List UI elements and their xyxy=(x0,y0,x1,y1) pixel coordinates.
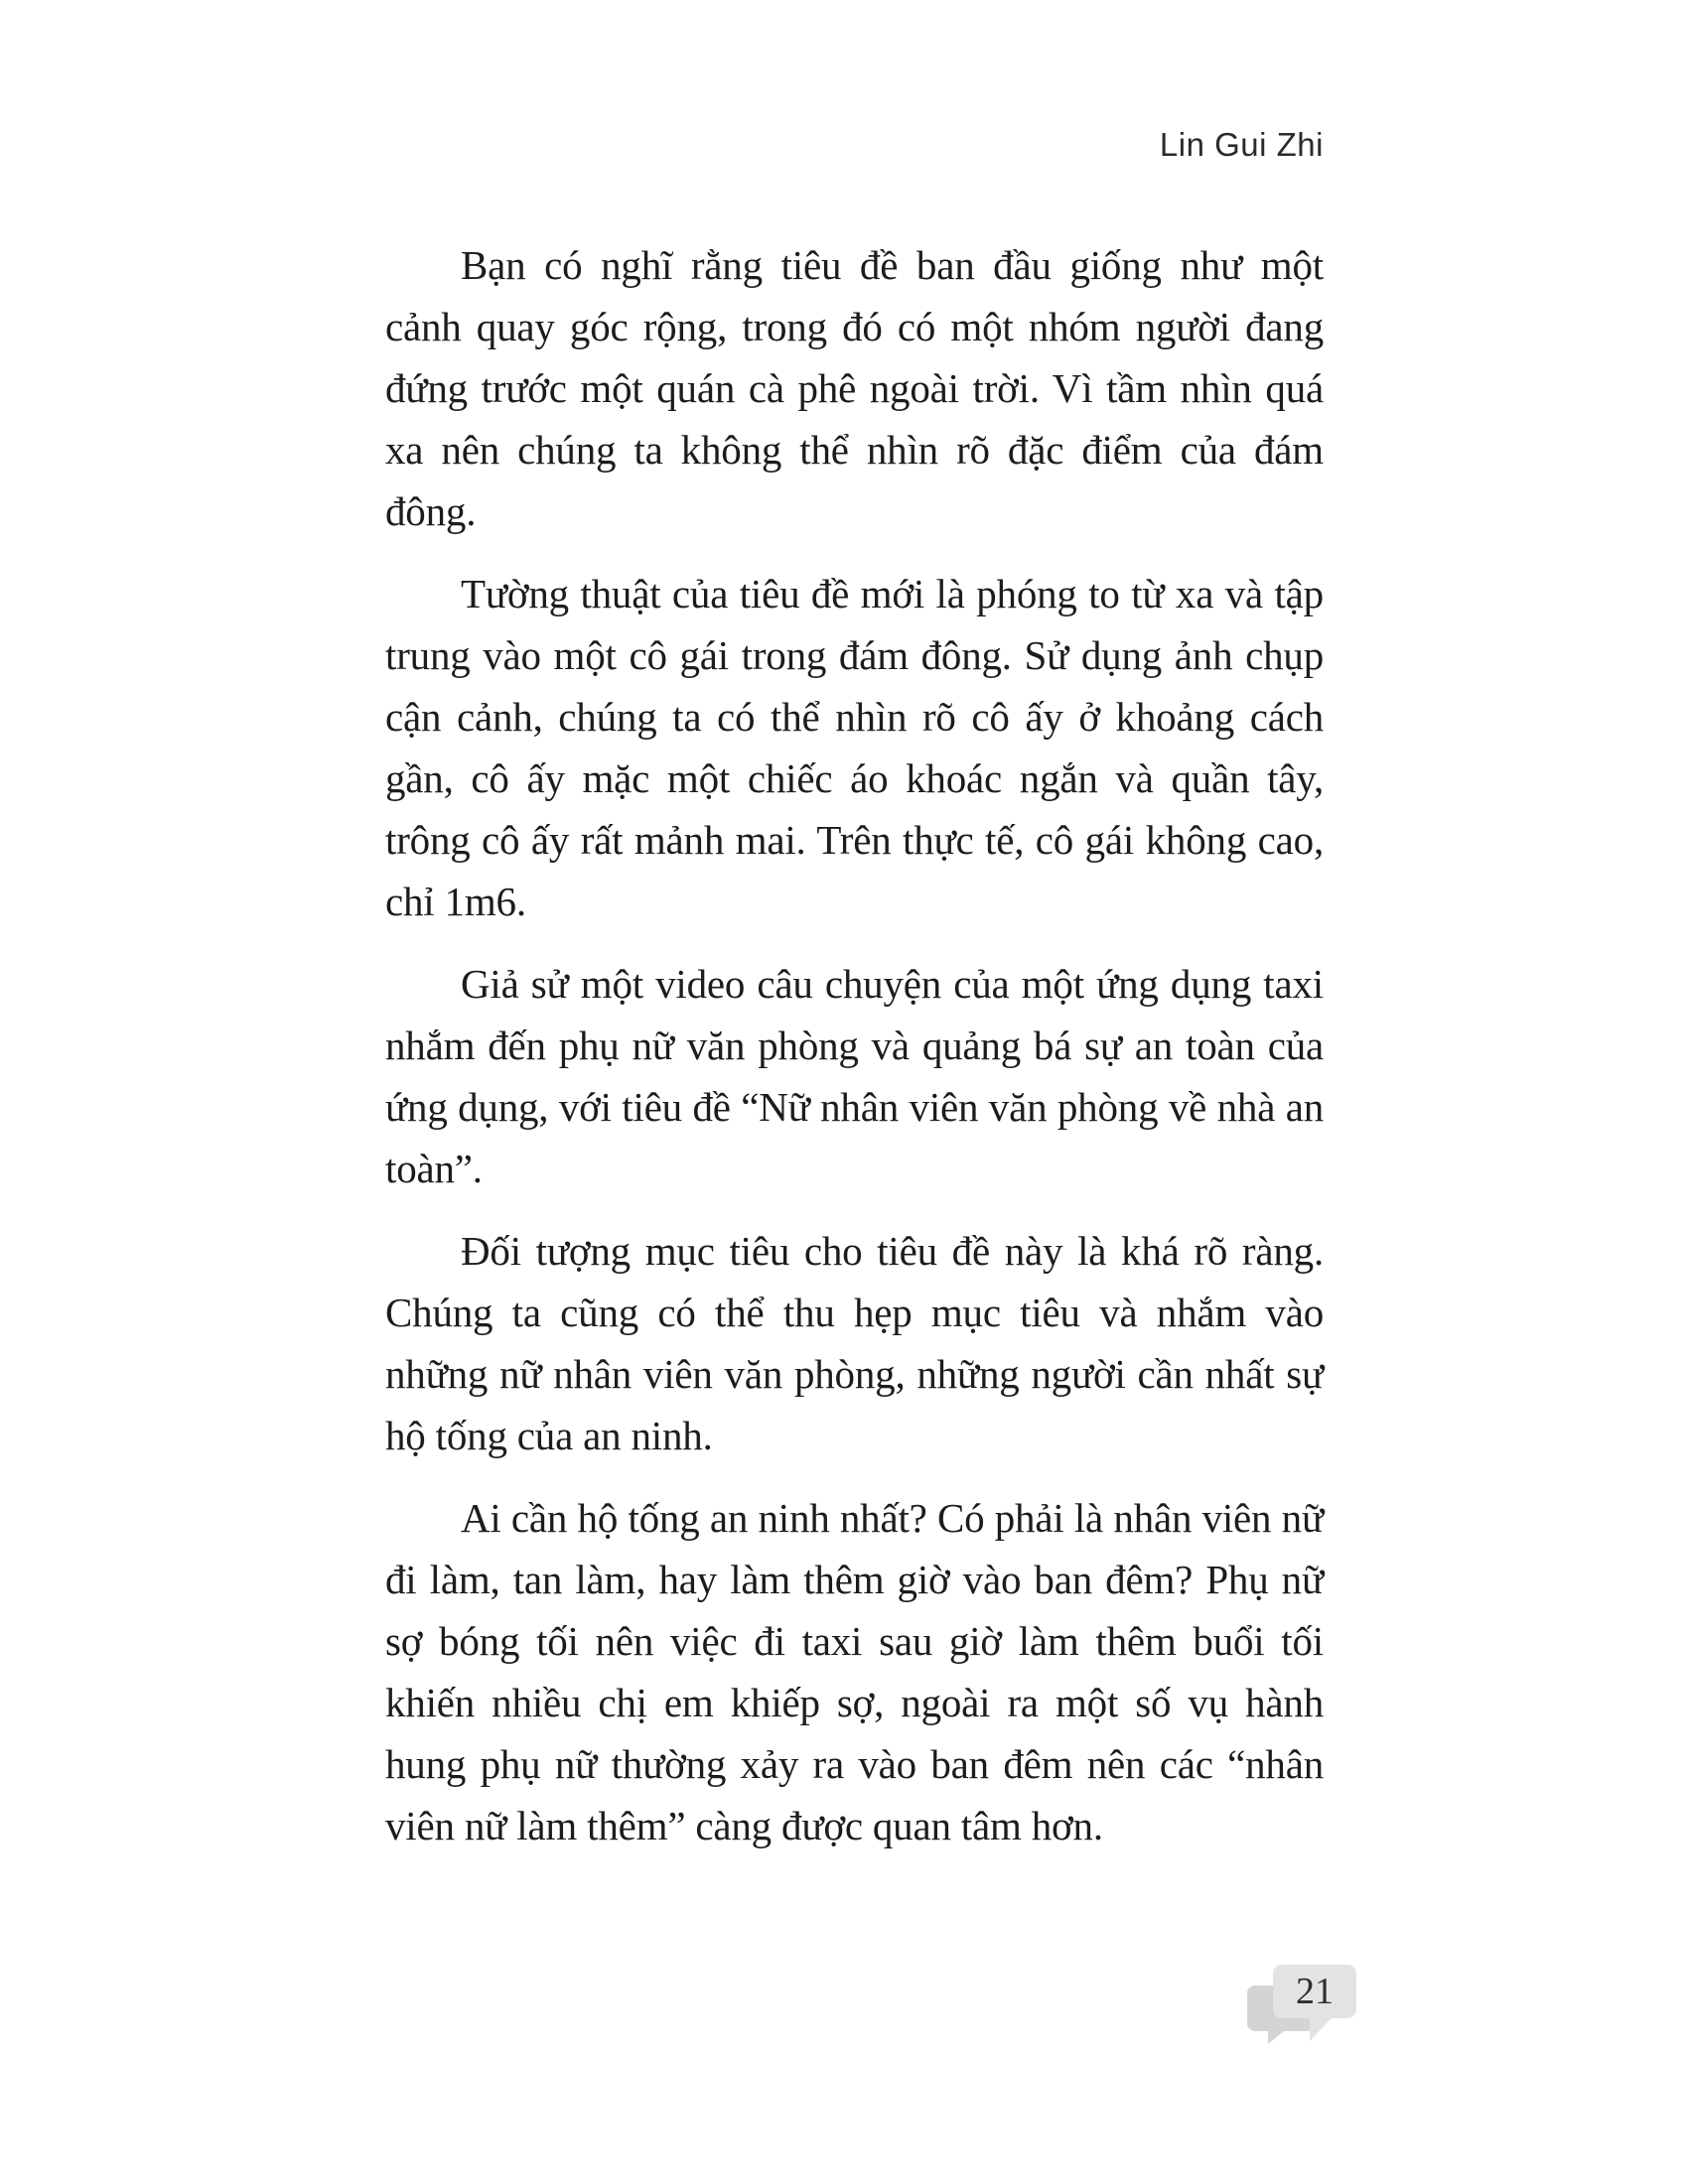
page-body-text xyxy=(385,234,1324,1877)
running-header: Lin Gui Zhi xyxy=(1159,126,1324,163)
page-number: 21 xyxy=(1296,1971,1334,2012)
paragraph: Ai cần hộ tống an ninh nhất? Có phải là nhân viên nữ đi làm, tan làm, hay làm thêm giờ vào ban đêm? Phụ nữ sợ bóng tối nên việc đi taxi sau giờ làm thêm buổi tối khiến nhiều chị em khiếp sợ, ngoài ra một số vụ hành hung phụ nữ thường xảy ra vào ban đêm nên các “nhân viên nữ làm thêm” càng được quan tâm hơn. xyxy=(385,1495,1324,1848)
paragraph: Giả sử một video câu chuyện của một ứng dụng taxi nhắm đến phụ nữ văn phòng và quảng bá sự an toàn của ứng dụng, với tiêu đề “Nữ nhân viên văn phòng về nhà an toàn”. xyxy=(385,961,1324,1191)
paragraph: Bạn có nghĩ rằng tiêu đề ban đầu giống như một cảnh quay góc rộng, trong đó có một nhóm người đang đứng trước một quán cà phê ngoài trời. Vì tầm nhìn quá xa nên chúng ta không thể nhìn rõ đặc điểm của đám đông. xyxy=(385,242,1324,534)
page-number-badge xyxy=(1244,1961,1359,2046)
paragraph: Đối tượng mục tiêu cho tiêu đề này là khá rõ ràng. Chúng ta cũng có thể thu hẹp mục tiêu và nhắm vào những nữ nhân viên văn phòng, những người cần nhất sự hộ tống của an ninh. xyxy=(385,1228,1324,1458)
paragraph: Tường thuật của tiêu đề mới là phóng to từ xa và tập trung vào một cô gái trong đám đông. Sử dụng ảnh chụp cận cảnh, chúng ta có thể nhìn rõ cô ấy ở khoảng cách gần, cô ấy mặc một chiếc áo khoác ngắn và quần tây, trông cô ấy rất mảnh mai. Trên thực tế, cô gái không cao, chỉ 1m6. xyxy=(385,571,1324,924)
